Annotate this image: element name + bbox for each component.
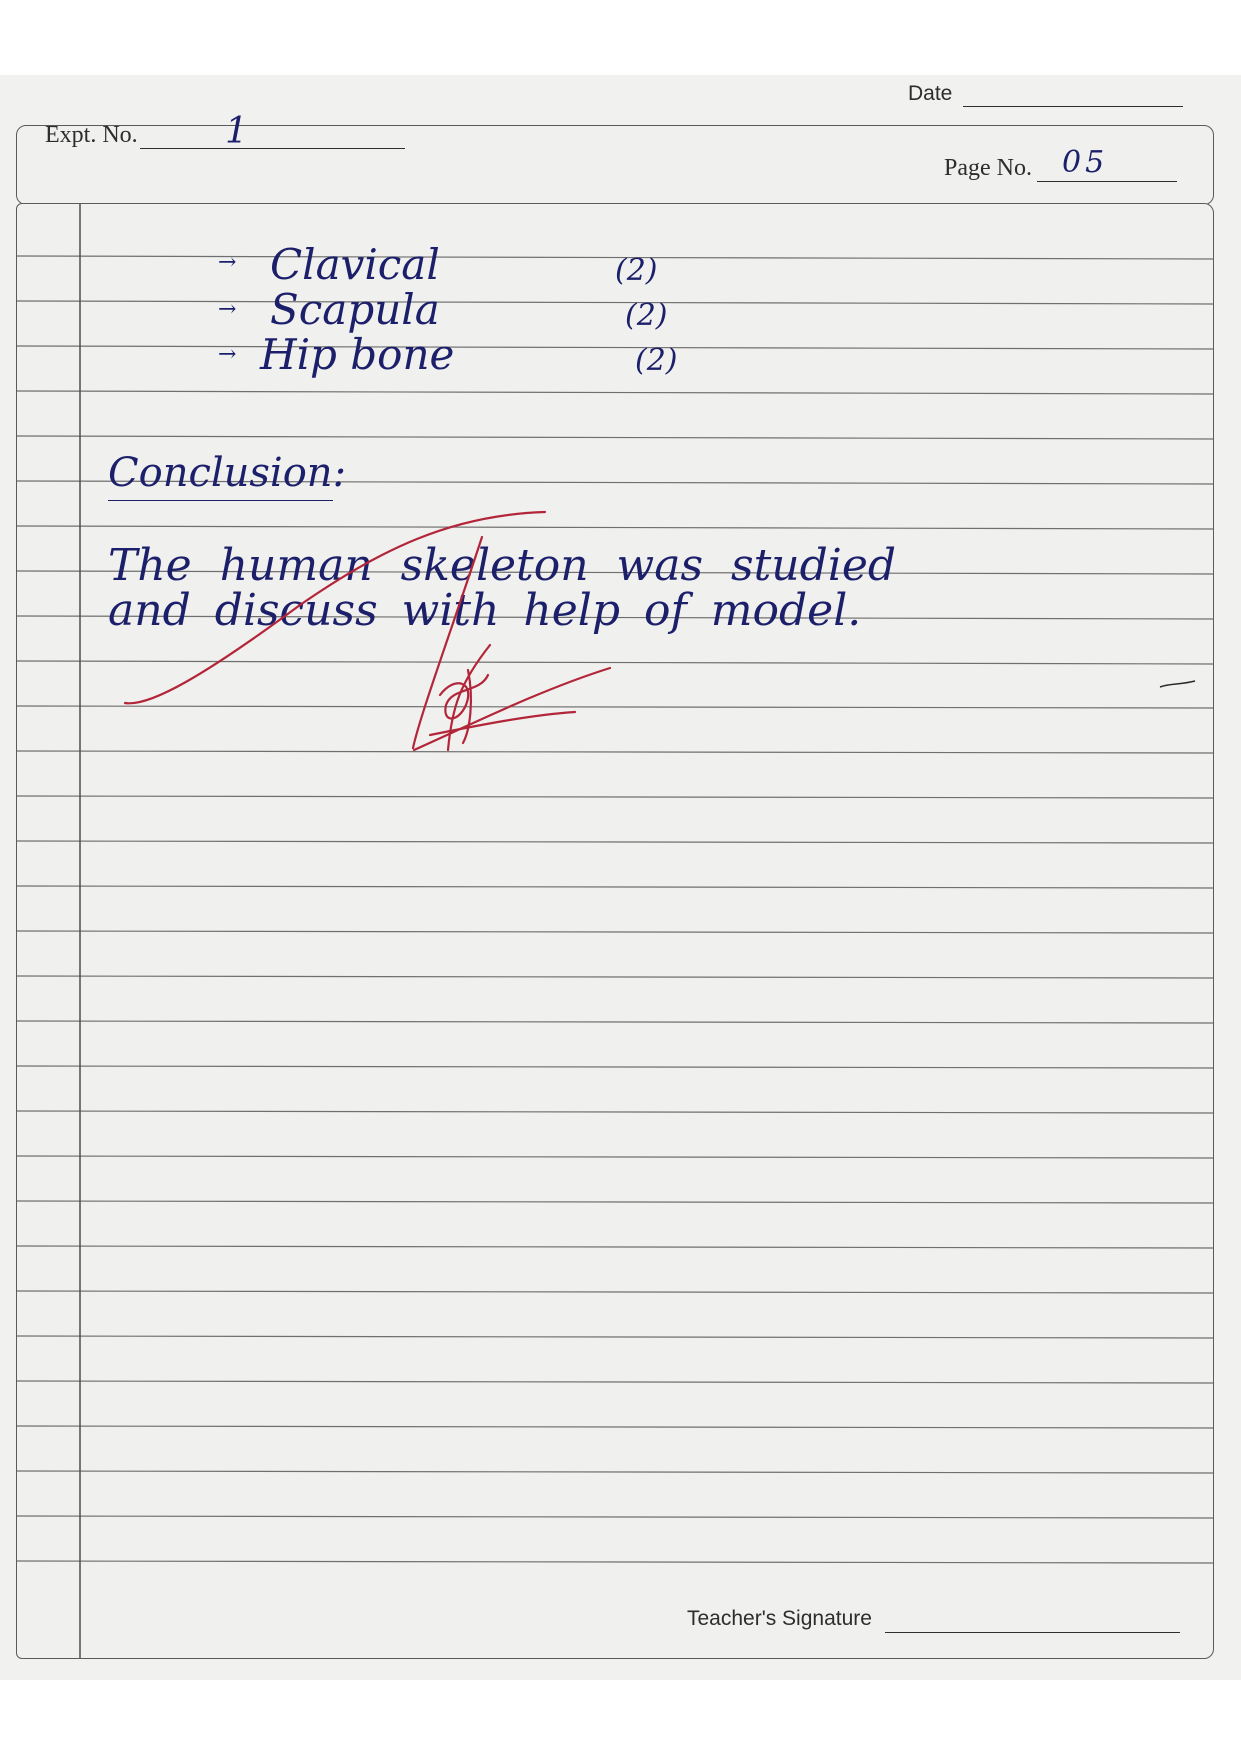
list-bullet: → [218,250,237,275]
list-item-count: (2) [615,253,658,288]
list-item-count: (2) [625,298,668,333]
conclusion-line-2: and discuss with help of model. [108,585,862,636]
teacher-initials-icon [414,645,610,750]
list-item-count: (2) [635,343,678,378]
page-label: Page No. [944,155,1032,181]
expt-label: Expt. No. [45,122,138,148]
conclusion-line-1: The human skeleton was studied [108,540,897,591]
list-item-name: Scapula [270,285,440,334]
teacher-signature-line [885,1632,1180,1633]
list-bullet: → [218,297,237,322]
list-item-name: Hip bone [260,330,455,379]
list-bullet: → [218,342,237,367]
conclusion-heading: Conclusion: [108,450,347,496]
teacher-signature-label: Teacher's Signature [687,1607,872,1630]
teacher-checkmark-icon [125,512,545,748]
teacher-marks [0,75,1241,1680]
page-value: 05 [1062,145,1109,180]
date-label: Date [908,82,953,105]
list-item-name: Clavical [270,240,440,289]
notebook-page [0,75,1241,1680]
expt-value: 1 [225,111,248,152]
dash-mark [1160,681,1195,687]
